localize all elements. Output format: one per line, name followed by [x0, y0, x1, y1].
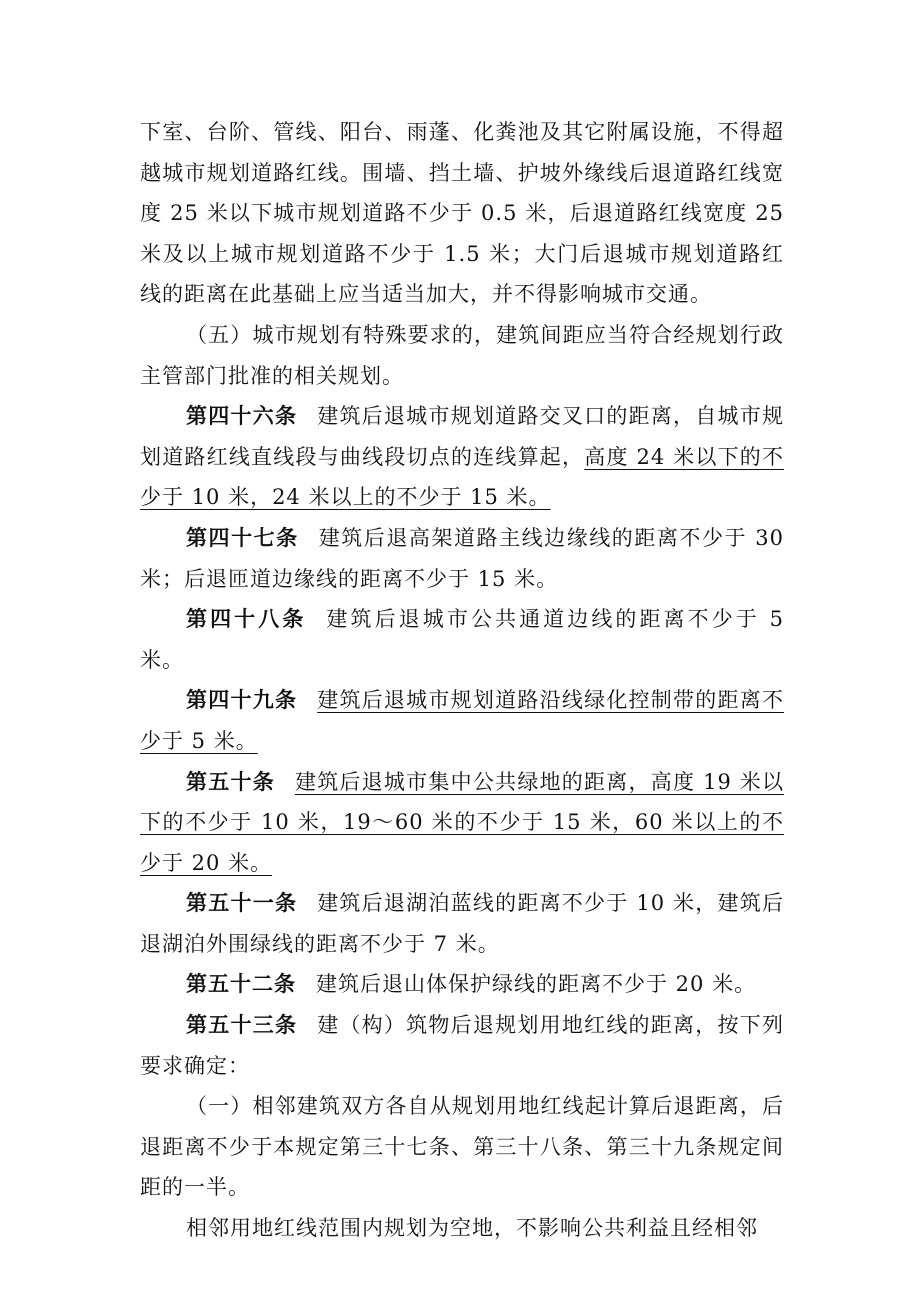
article-title: 第四十八条 — [186, 606, 307, 632]
article-48 — [140, 599, 784, 680]
article-title: 第四十六条 — [186, 403, 298, 429]
paragraph-text: （五）城市规划有特殊要求的，建筑间距应当符合经规划行政主管部门批准的相关规划。 — [140, 322, 784, 388]
article-title: 第五十二条 — [186, 971, 296, 997]
paragraph-text: 下室、台阶、管线、阳台、雨蓬、化粪池及其它附属设施，不得超越城市规划道路红线。围墙、挡土墙、护坡外缘线后退道路红线宽度 25 米以下城市规划道路不少于 0.5 米，后退道路红线宽度 25 米及以上城市规划道路不少于 1.5 米；大门后退城市规划道路红线的距离在此基础上应当适当加大，并不得影响城市交通。 — [140, 120, 784, 307]
paragraph-fence-setback — [140, 112, 784, 315]
article-text: 建筑后退城市规划道路交叉口的距离，自城市规划道路红线直线段与曲线段切点的连线算起， — [140, 404, 785, 469]
article-52 — [140, 964, 784, 1005]
article-title: 第四十七条 — [186, 524, 299, 550]
article-46 — [140, 396, 784, 518]
document-body — [140, 112, 784, 1249]
article-text: 建筑后退湖泊蓝线的距离不少于 10 米，建筑后退湖泊外围绿线的距离不少于 7 米。 — [140, 891, 784, 956]
article-50 — [140, 762, 784, 884]
article-text: 建筑后退山体保护绿线的距离不少于 20 米。 — [316, 972, 757, 997]
article-text-underlined: 建筑后退城市集中公共绿地的距离，高度 19 米以下的不少于 10 米，19～60 米的不少于 15 米，60 米以上的不少于 20 米。 — [140, 769, 784, 875]
article-47 — [140, 518, 784, 599]
article-53 — [140, 1005, 784, 1086]
article-text-underlined: 高度 24 米以下的不少于 10 米，24 米以上的不少于 15 米。 — [140, 444, 784, 510]
article-title: 第五十条 — [186, 768, 275, 794]
article-text-underlined: 建筑后退城市规划道路沿线绿化控制带的距离不少于 5 米。 — [140, 688, 785, 753]
paragraph-item-five — [140, 315, 784, 396]
article-title: 第四十九条 — [186, 687, 298, 713]
article-text: 建（构）筑物后退规划用地红线的距离，按下列要求确定： — [140, 1013, 785, 1078]
paragraph-adjacent-land — [140, 1208, 784, 1249]
article-text: 建筑后退高架道路主线边缘线的距离不少于 30 米；后退匝道边缘线的距离不少于 15 米。 — [140, 525, 784, 591]
article-49 — [140, 680, 784, 761]
paragraph-text: （一）相邻建筑双方各自从规划用地红线起计算后退距离，后退距离不少于本规定第三十七条、第三十八条、第三十九条规定间距的一半。 — [140, 1094, 784, 1200]
article-text: 建筑后退城市公共通道边线的距离不少于 5 米。 — [140, 607, 785, 672]
article-title: 第五十三条 — [186, 1012, 298, 1038]
article-title: 第五十一条 — [186, 890, 298, 916]
paragraph-text: 相邻用地红线范围内规划为空地，不影响公共利益且经相邻 — [186, 1216, 758, 1241]
article-51 — [140, 883, 784, 964]
paragraph-item-one — [140, 1086, 784, 1208]
